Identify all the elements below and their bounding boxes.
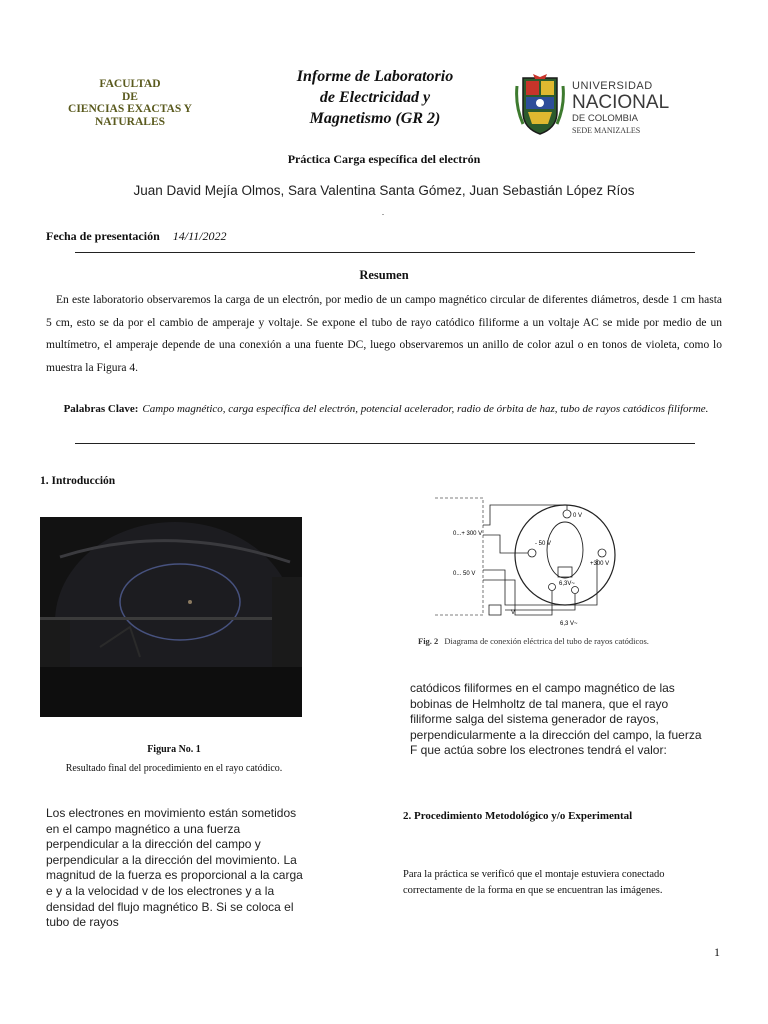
section-title: 1. Introducción — [40, 475, 116, 487]
report-title — [265, 66, 485, 129]
faculty-line: FACULTAD — [99, 78, 161, 90]
keywords — [60, 402, 712, 416]
figure-label: Fig. 2 — [418, 636, 439, 646]
abstract-title: Resumen — [359, 268, 409, 282]
faculty-name — [55, 78, 205, 128]
diagram-label: +300 V — [590, 561, 610, 567]
university-line: SEDE MANIZALES — [572, 126, 641, 135]
diagram-label: 6,3V~ — [559, 581, 575, 587]
intro-paragraph-right: catódicos filiformes en el campo magnético de las bobinas de Helmholtz de tal manera, que el rayo filiforme salga del sistema generador de rayos, perpendicularmente a la dirección del campo, la fuerza F que actúa sobre los electrones tendrá el valor: — [410, 681, 702, 758]
procedure-paragraph: Para la práctica se verificó que el montaje estuviera conectado correctamente de la forma en que se encuentran las imágenes. — [403, 869, 665, 896]
keywords-label: Palabras Clave: — [63, 403, 139, 415]
university-line: NACIONAL — [572, 92, 670, 113]
diagram-label: 6,3 V~ — [560, 621, 578, 627]
divider — [75, 252, 695, 253]
dot: . — [382, 208, 384, 217]
report-title-line: Magnetismo (GR 2) — [309, 110, 441, 127]
diagram-label: - 50 V — [535, 541, 552, 547]
university-line: UNIVERSIDAD — [572, 80, 653, 92]
faculty-line: NATURALES — [94, 115, 166, 128]
diagram-label: 0...+ 300 V — [453, 531, 483, 537]
diagram-label: 0 V — [573, 513, 583, 519]
figure-2-caption — [418, 636, 668, 646]
date-value: 14/11/2022 — [172, 229, 227, 243]
university-line: DE COLOMBIA — [572, 113, 638, 124]
university-name — [572, 80, 669, 138]
figure-title: Figura No. 1 — [147, 744, 201, 755]
report-title-line: Informe de Laboratorio — [296, 68, 454, 85]
section-title: 2. Procedimiento Metodológico y/o Experimental — [403, 810, 633, 822]
circuit-diagram — [425, 495, 625, 630]
faculty-line: CIENCIAS EXACTAS Y — [68, 103, 192, 115]
intro-paragraph-left: Los electrones en movimiento están sometidos en el campo magnético a una fuerza perpendicular a la dirección del campo y perpendicular a la dirección del movimiento. La magnitud de la fuerza es proporcional a la carga e y a la velocidad v de los electrones y a la densidad del flujo magnético B. Si se coloca el tubo de rayos — [46, 806, 303, 930]
keywords-text: Campo magnético, carga específica del electrón, potencial acelerador, radio de órbita de haz, tubo de rayos catódicos filiforme. — [142, 403, 709, 415]
practice-title: Práctica Carga específica del electrón — [287, 152, 481, 166]
faculty-line: DE — [122, 90, 138, 103]
date-label: Fecha de presentación — [46, 229, 160, 243]
report-title-line: de Electricidad y — [319, 89, 431, 106]
diagram-label: V — [511, 610, 516, 616]
divider — [75, 443, 695, 444]
abstract-text: En este laboratorio observaremos la carga de un electrón, por medio de un campo magnético circular de diferentes diámetros, desde 1 cm hasta 5 cm, esto se da por el cambio de amperaje y voltaje. Se expone el tubo de rayo catódico filiforme a un voltaje AC se mide por medio de un multímetro, el amperaje depende de una conexión a una fuente DC, luego observaremos un anillo de color azul o en tonos de violeta, como lo muestra la Figura 4. — [46, 294, 722, 374]
presentation-date — [46, 229, 227, 244]
page-number: 1 — [714, 945, 720, 959]
figure-1-caption — [40, 740, 308, 778]
figure-caption: Diagrama de conexión eléctrica del tubo de rayos catódicos. — [444, 636, 649, 646]
cathode-ray-photo — [40, 517, 302, 717]
diagram-label: 0... 50 V — [453, 571, 476, 577]
authors: Juan David Mejía Olmos, Sara Valentina Santa Gómez, Juan Sebastián López Ríos — [133, 183, 635, 198]
university-shield-icon — [515, 72, 565, 138]
figure-caption: Resultado final del procedimiento en el rayo catódico. — [65, 763, 283, 774]
